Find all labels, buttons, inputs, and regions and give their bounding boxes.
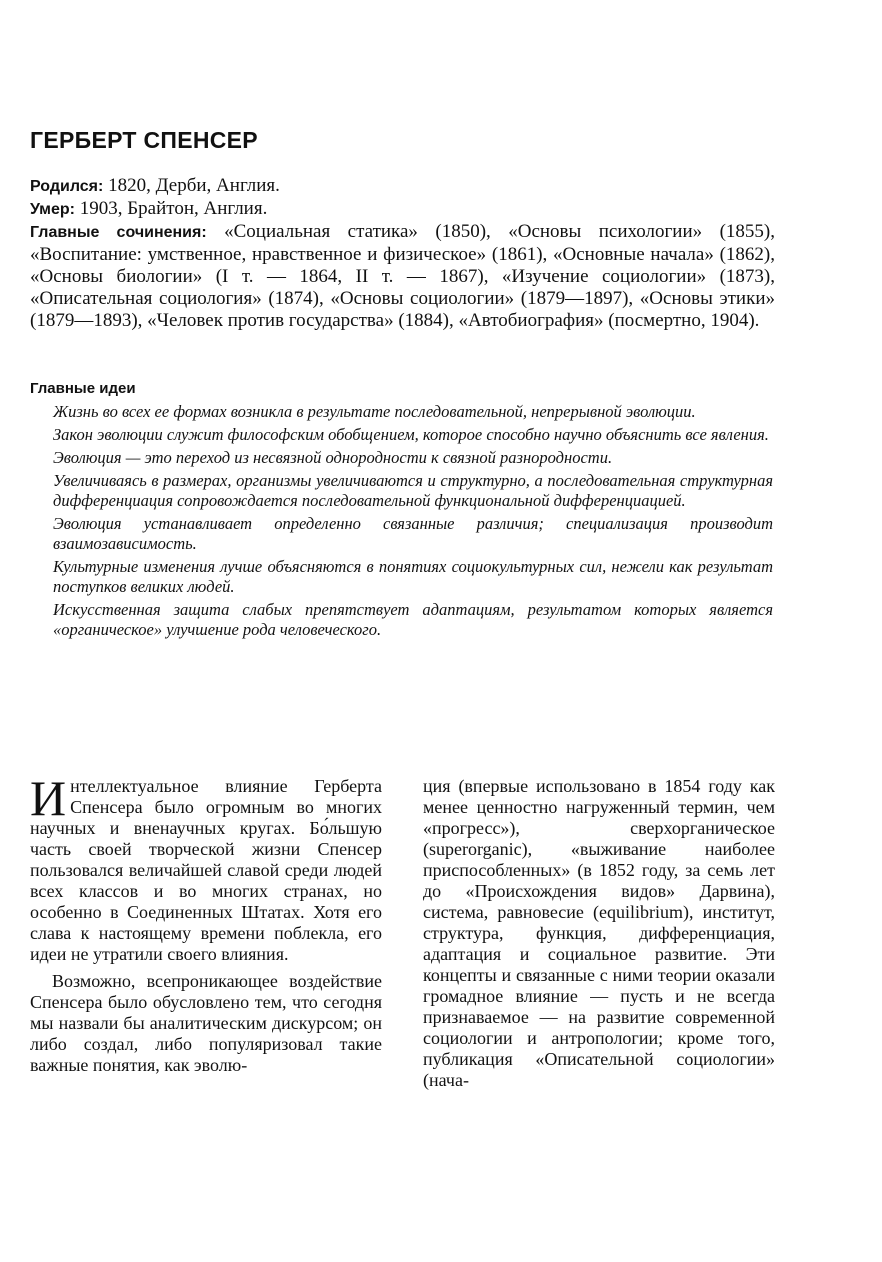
born-label: Родился: [30,178,104,195]
idea-item: Увеличиваясь в размерах, организмы увеличиваются и структурно, а последовательная структурная дифференциация сопровождается последовательной функциональной дифференциацией. [53,471,773,510]
ideas-list [53,402,773,643]
works-value: «Социальная статика» (1850), «Основы психологии» (1855), «Воспитание: умственное, нравственное и физическое» (1861), «Основные начала» (1862), «Основы биологии» (I т. — 1864, II т. — 1867), «Изучение социологии» (1873), «Описательная социология» (1874), «Основы социологии» (1879—1897), «Основы этики» (1879—1893), «Человек против государства» (1884), «Автобиография» (посмертно, 1904). [30,221,775,331]
left-column [30,770,382,1091]
paragraph-2: Возможно, всепроникающее воздействие Спенсера было обусловлено тем, что сегодня мы назвали бы аналитическим дискурсом; он либо создал, либо популяризовал такие важные понятия, как эволю- [30,971,382,1075]
idea-item: Культурные изменения лучше объясняются в понятиях социокультурных сил, нежели как результат поступков великих людей. [53,557,773,596]
born-line [30,175,775,198]
works-label: Главные сочинения: [30,224,207,241]
page-title: ГЕРБЕРТ СПЕНСЕР [30,127,258,153]
right-column [423,776,775,1091]
body-text [30,770,775,1091]
born-value: 1820, Дерби, Англия. [108,175,280,196]
idea-item: Жизнь во всех ее формах возникла в результате последовательной, непрерывной эволюции. [53,402,696,421]
died-line [30,198,775,221]
works-line [30,221,775,332]
paragraph-2-continued: ция (впервые использовано в 1854 году как менее ценностно нагруженный термин, чем «прогресс»), сверхорганическое (superorganic), «выживание наиболее приспособленных» (в 1852 году, за семь лет до «Происхождения видов» Дарвина), система, равновесие (equilibrium), институт, структура, функция, дифференциация, адаптация и социальное развитие. Эти концепты и связанные с ними теории оказали громадное влияние — пусть и не всегда признаваемое — на развитие современной социологии и антропологии; кроме того, публикация «Описательной социологии» (нача- [423,776,775,1090]
died-label: Умер: [30,201,75,218]
idea-item: Эволюция устанавливает определенно связанные различия; специализация производит взаимозависимость. [53,514,773,553]
biography-block [30,175,775,332]
idea-item: Закон эволюции служит философским обобщением, которое способно научно объяснить все явления. [53,425,769,444]
paragraph-1-text: нтеллектуальное влияние Герберта Спенсера было огромным во многих научных и вненаучных кругах. Бо́льшую часть своей творческой жизни Спенсер пользовался величайшей славой среди людей всех классов и во многих странах, но особенно в Соединенных Штатах. Хотя его слава к настоящему времени поблекла, его идеи не утратили своего влияния. [30,776,382,964]
ideas-heading: Главные идеи [30,380,136,397]
idea-item: Эволюция — это переход из несвязной однородности к связной разнородности. [53,448,613,467]
idea-item: Искусственная защита слабых препятствует адаптациям, результатом которых является «органическое» улучшение рода человеческого. [53,600,773,639]
paragraph-1 [30,770,382,965]
died-value: 1903, Брайтон, Англия. [79,198,268,219]
drop-cap: И [30,770,67,826]
